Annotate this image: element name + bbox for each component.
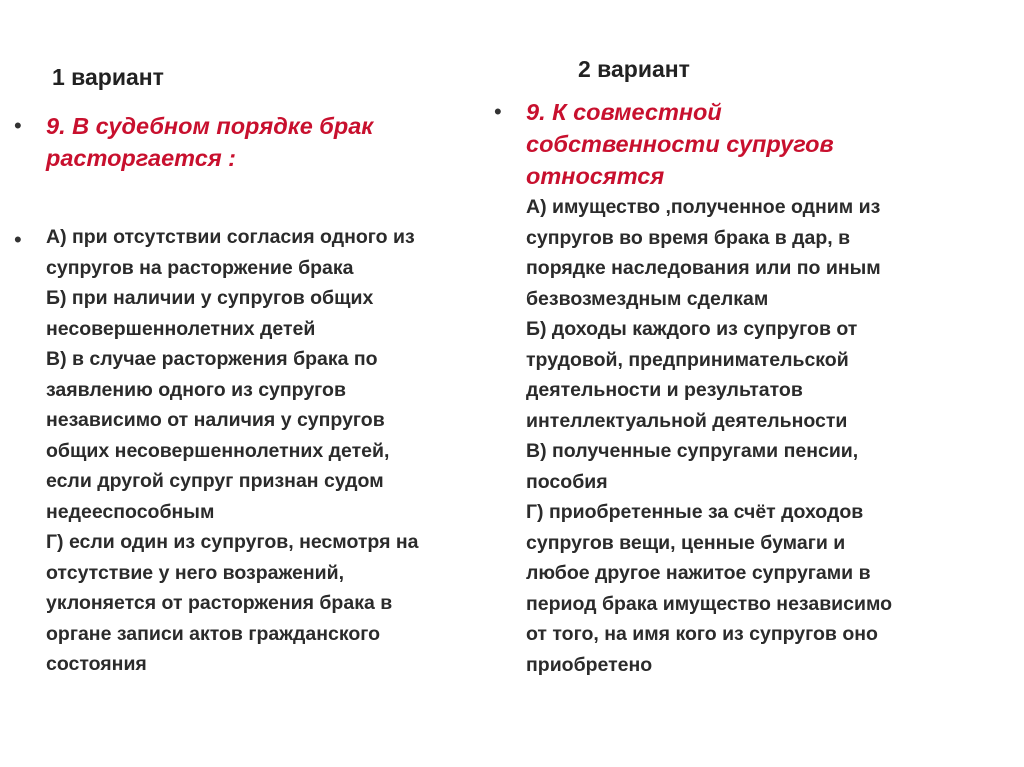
question-2: [526, 96, 966, 192]
answers-1-row: [14, 224, 519, 680]
answer-line: А) имущество ,полученное одним из: [526, 196, 881, 218]
question-1-line: 9. В судебном порядке брак: [46, 113, 374, 139]
answer-line: супругов на расторжение брака: [46, 256, 354, 279]
answer-line: приобретено: [526, 653, 653, 676]
answer-line: уклоняется от расторжения брака в: [46, 592, 393, 614]
answer-line: безвозмездным сделкам: [526, 287, 769, 310]
answer-line: общих несовершеннолетних детей,: [46, 439, 390, 462]
bullet-icon: •: [494, 99, 502, 124]
answer-line: состояния: [46, 653, 147, 675]
question-2-line: 9. К совместной: [526, 99, 722, 125]
answer-line: любое другое нажитое супругами в: [526, 562, 871, 584]
answer-line: Б) при наличии у супругов общих: [46, 287, 374, 309]
answer-line: деятельности и результатов: [526, 379, 803, 401]
answer-line: если другой супруг признан судом: [46, 470, 384, 492]
answer-line: интеллектуальной деятельности: [526, 409, 848, 432]
variant-2-column: [494, 96, 1014, 680]
answer-line: несовершеннолетних детей: [46, 317, 316, 340]
bullet-icon: •: [14, 113, 22, 138]
variant-1-title: 1 вариант: [52, 64, 164, 90]
question-2-line: относятся: [526, 163, 665, 189]
answer-line: трудовой, предпринимательской: [526, 348, 849, 371]
question-2-line: собственности супругов: [526, 131, 834, 157]
answer-line: Г) если один из супругов, несмотря на: [46, 531, 419, 553]
answer-line: В) полученные супругами пенсии,: [526, 440, 859, 462]
answer-line: супругов во время брака в дар, в: [526, 226, 851, 249]
answers-2: [526, 192, 996, 680]
question-1-line: расторгается :: [46, 145, 237, 171]
answer-line: заявлению одного из супругов: [46, 378, 346, 401]
answer-line: от того, на имя кого из супругов оно: [526, 623, 878, 645]
question-1-row: [14, 110, 519, 174]
answer-line: недееспособным: [46, 500, 215, 523]
answer-line: порядке наследования или по иным: [526, 257, 881, 279]
question-1: [46, 110, 476, 174]
answer-line: независимо от наличия у супругов: [46, 409, 385, 431]
answers-1: [46, 222, 519, 680]
answer-line: Б) доходы каждого из супругов от: [526, 318, 858, 340]
answer-line: В) в случае расторжения брака по: [46, 348, 378, 370]
answer-line: Г) приобретенные за счёт доходов: [526, 501, 864, 523]
answer-line: супругов вещи, ценные бумаги и: [526, 531, 846, 554]
top-bar: [0, 0, 1024, 10]
answer-line: период брака имущество независимо: [526, 592, 893, 615]
answer-line: А) при отсутствии согласия одного из: [46, 226, 415, 248]
question-2-row: [494, 96, 1014, 192]
variant-2-title: 2 вариант: [578, 56, 690, 82]
answer-line: органе записи актов гражданского: [46, 622, 381, 645]
answer-line: отсутствие у него возражений,: [46, 561, 345, 584]
variant-1-column: [14, 110, 519, 680]
answer-line: пособия: [526, 470, 608, 493]
bullet-icon: •: [14, 227, 22, 252]
